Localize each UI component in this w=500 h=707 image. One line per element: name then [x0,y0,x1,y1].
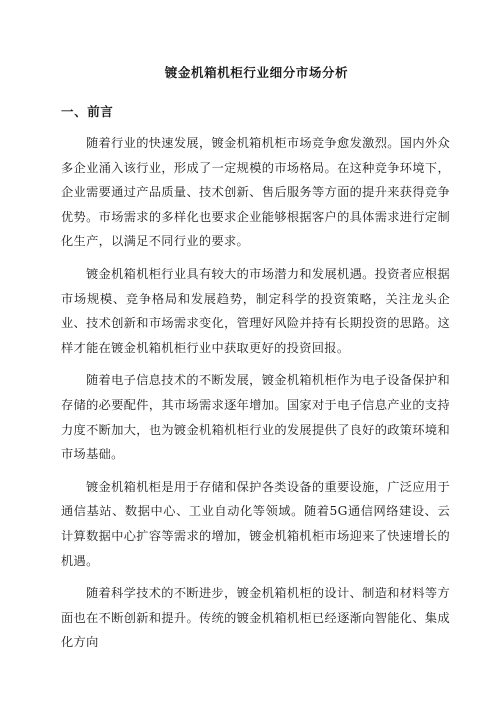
paragraph-5: 随着科学技术的不断进步，镀金机箱机柜的设计、制造和材料等方面也在不断创新和提升。传统的镀金机箱机柜已经逐渐向智能化、集成化方向 [61,586,450,650]
paragraph-3: 随着电子信息技术的不断发展，镀金机箱机柜作为电子设备保护和存储的必要配件，其市场需求逐年增加。国家对于电子信息产业的支持力度不断加大，也为镀金机箱机柜行业的发展提供了良好的政策环境和市场基础。 [61,373,450,462]
paragraph-4: 镀金机箱机柜是用于存储和保护各类设备的重要设施，广泛应用于通信基站、数据中心、工业自动化等领域。随着5G通信网络建设、云计算数据中心扩容等需求的增加，镀金机箱机柜市场迎来了快速增长的机遇。 [61,479,450,568]
paragraph-2: 镀金机箱机柜行业具有较大的市场潜力和发展机遇。投资者应根据市场规模、竞争格局和发展趋势，制定科学的投资策略，关注龙头企业、技术创新和市场需求变化，管理好风险并持有长期投资的思路。这样才能在镀金机箱机柜行业中获取更好的投资回报。 [61,266,450,355]
section-heading-preface: 一、前言 [61,104,114,119]
document-title: 镀金机箱机柜行业细分市场分析 [164,65,349,80]
paragraph-1: 随着行业的快速发展，镀金机箱机柜市场竞争愈发激烈。国内外众多企业涌入该行业，形成了一定规模的市场格局。在这种竞争环境下，企业需要通过产品质量、技术创新、售后服务等方面的提升来获得竞争优势。市场需求的多样化也要求企业能够根据客户的具体需求进行定制化生产，以满足不同行业的要求。 [61,136,450,249]
